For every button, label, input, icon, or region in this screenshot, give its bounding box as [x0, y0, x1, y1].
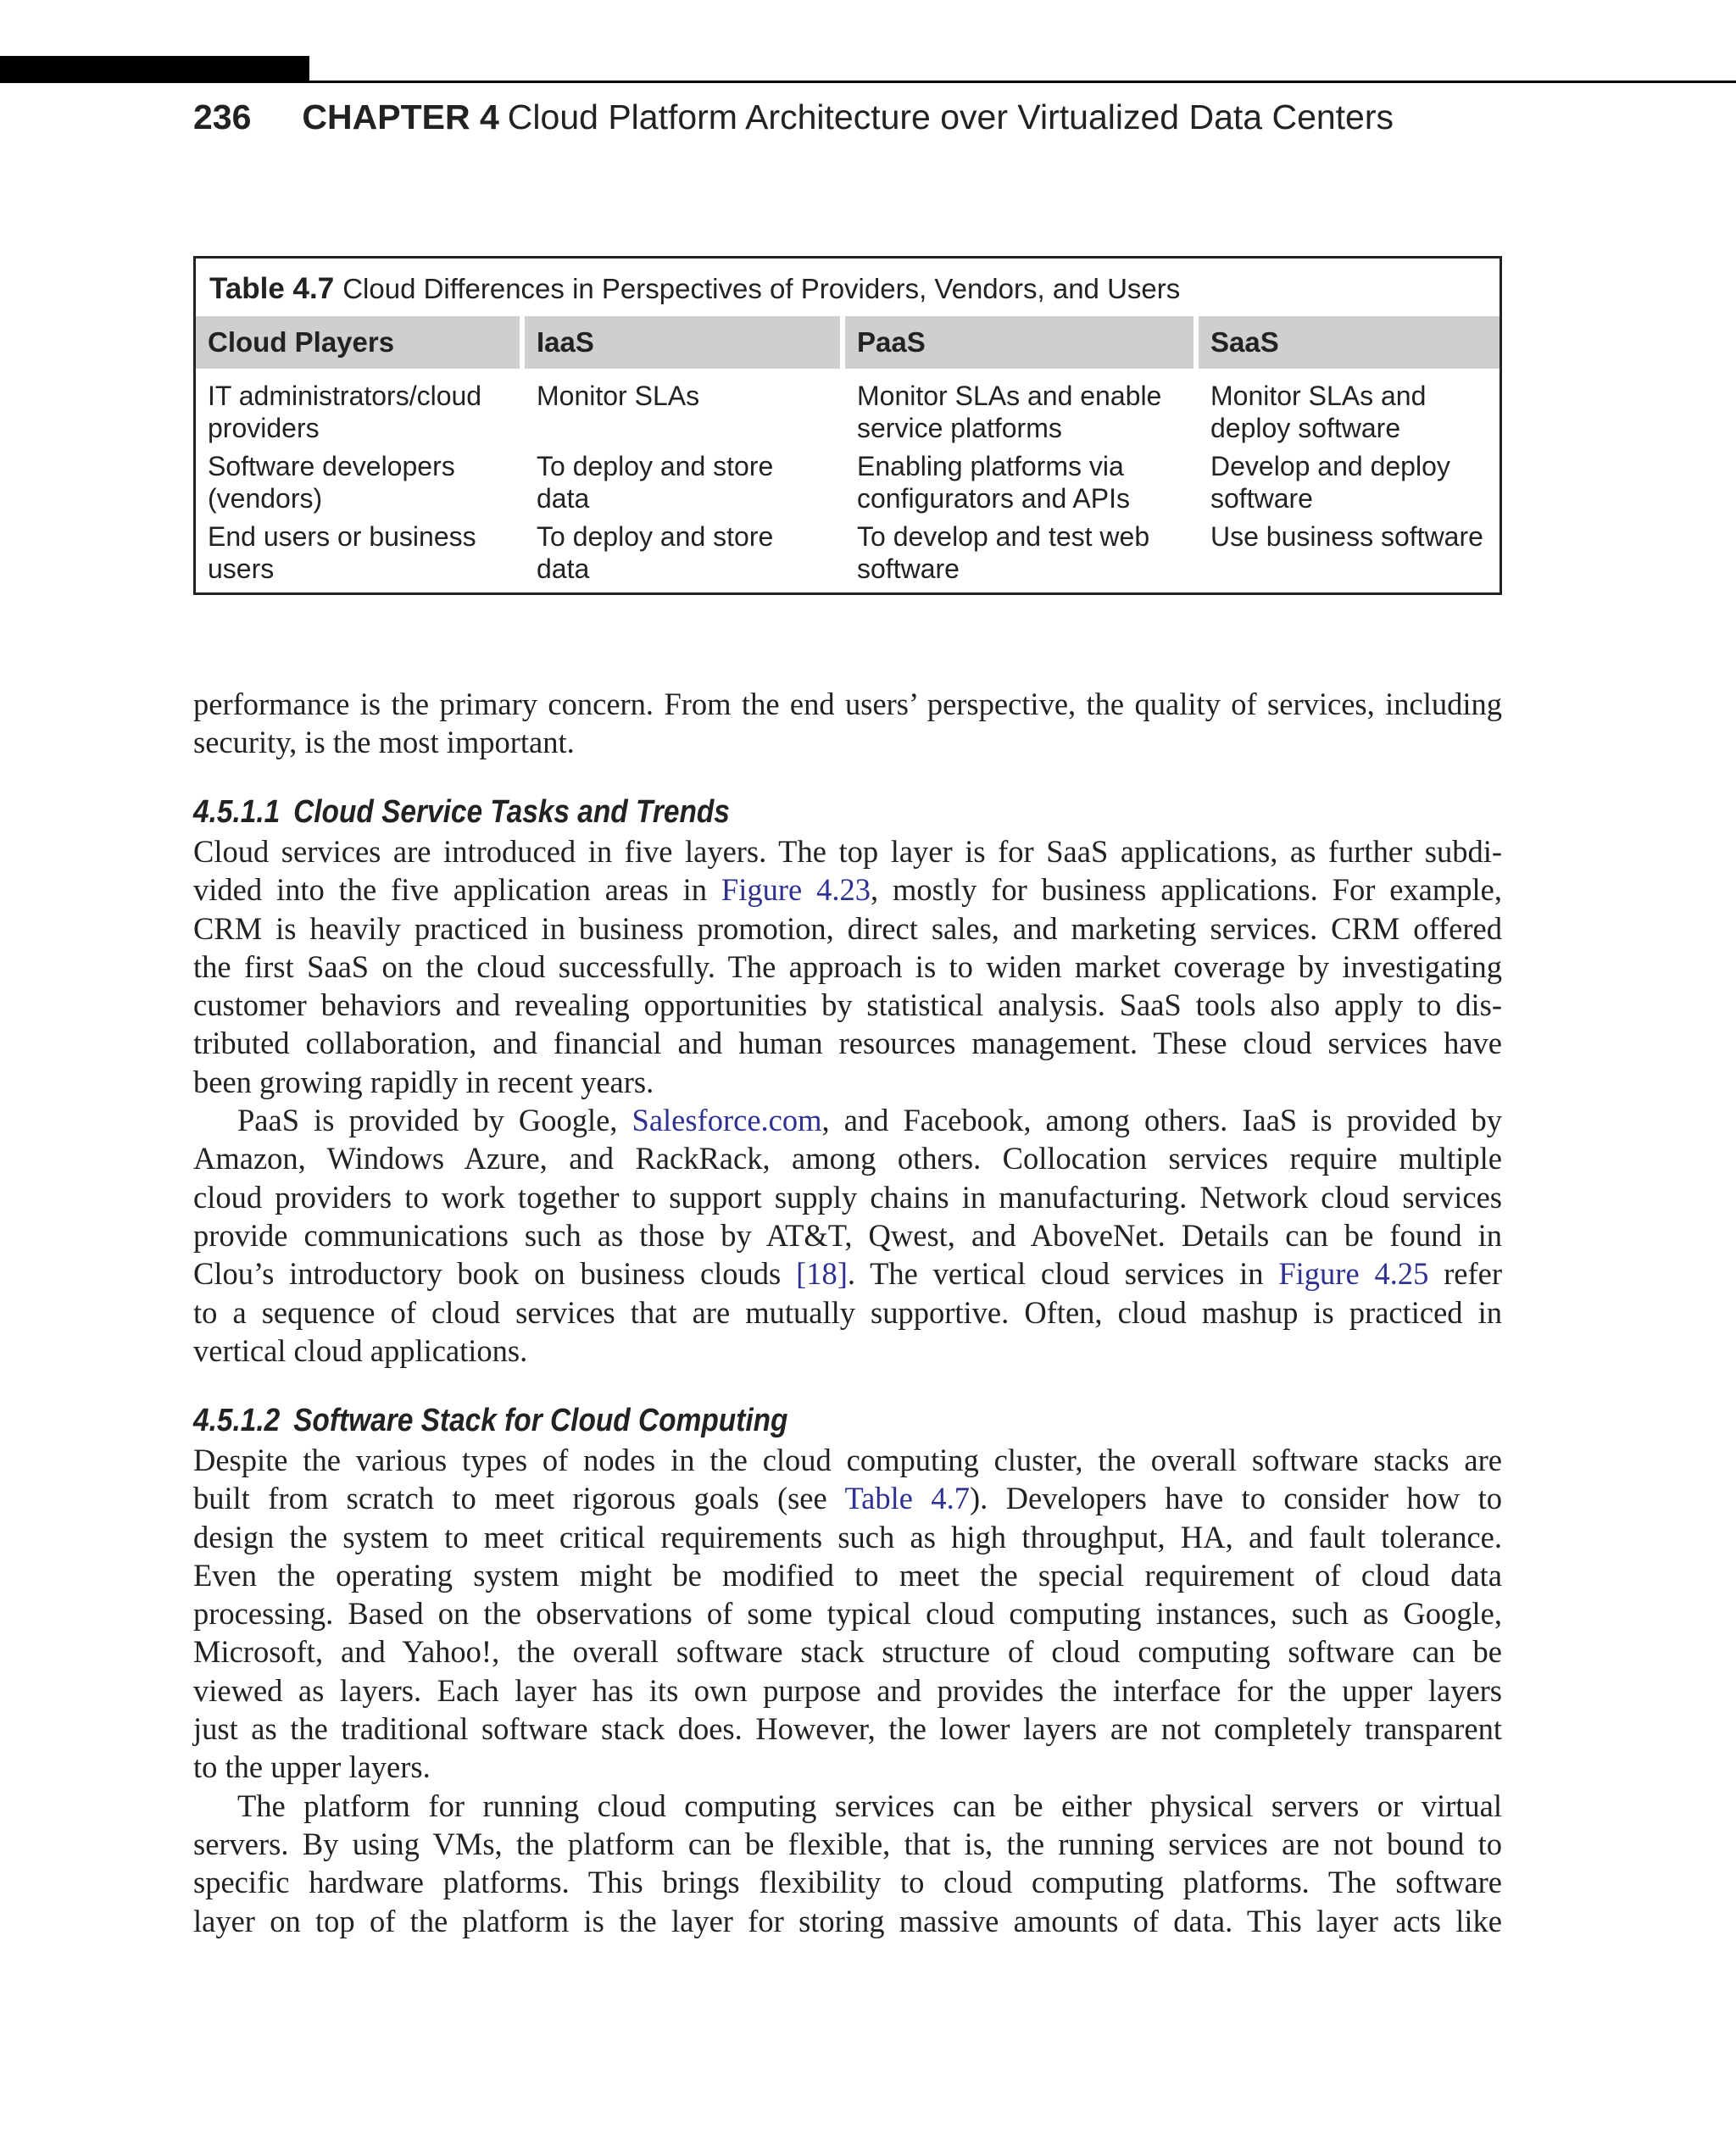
text-line: cloud providers to work together to support supply chains in manufacturing. Network cloud services [193, 1179, 1502, 1215]
text-line: just as the traditional software stack does. However, the lower layers are not completely transparent [193, 1711, 1502, 1747]
cell-line: To deploy and store [537, 451, 774, 481]
text-line [193, 870, 1502, 909]
text-line [193, 1254, 1502, 1293]
text-line: the first SaaS on the cloud successfully. The approach is to widen market coverage by investigating [193, 948, 1502, 984]
column-header-paas: PaaS [845, 316, 1194, 369]
cell-line: To deploy and store [537, 521, 774, 552]
text-span: refer [1428, 1256, 1503, 1292]
header-bar-thick [0, 56, 309, 83]
table-title: Cloud Differences in Perspectives of Providers, Vendors, and Users [342, 273, 1181, 304]
section-1-body [193, 832, 1502, 1370]
cell-line: configurators and APIs [857, 483, 1130, 514]
table-cell-row2-saas [1199, 450, 1500, 514]
section-title: Software Stack for Cloud Computing [293, 1403, 788, 1438]
column-header-cloud-players: Cloud Players [196, 316, 520, 369]
text-line: The platform for running cloud computing services can be either physical servers or virtual [237, 1788, 1502, 1823]
text-line: viewed as layers. Each layer has its own purpose and provides the interface for the upper layers [193, 1672, 1502, 1708]
running-head [193, 92, 1394, 142]
cell-line: users [208, 553, 275, 584]
chapter-title: Cloud Platform Architecture over Virtualized Data Centers [507, 97, 1394, 136]
text-line: processing. Based on the observations of some typical cloud computing instances, such as Google, [193, 1596, 1502, 1632]
table-cell-row1-player [196, 380, 525, 444]
text-line: to the upper layers. [193, 1749, 431, 1785]
text-line [193, 1101, 1502, 1139]
text-line: design the system to meet critical requirements such as high throughput, HA, and fault tolerance. [193, 1519, 1502, 1554]
text-line: servers. By using VMs, the platform can be flexible, that is, the running services are not bound to [193, 1826, 1502, 1861]
text-span: . The vertical cloud services in [847, 1256, 1279, 1292]
table-cell-row2-iaas [525, 450, 845, 514]
section-title: Cloud Service Tasks and Trends [293, 794, 730, 830]
text-line: been growing rapidly in recent years. [193, 1064, 654, 1099]
text-line: Despite the various types of nodes in the cloud computing cluster, the overall software stacks are [193, 1443, 1502, 1477]
cell-line: software [1210, 483, 1313, 514]
figure-4-23-link[interactable]: Figure 4.23 [721, 872, 871, 908]
section-heading-4-5-1-2 [193, 1400, 787, 1441]
section-heading-4-5-1-1 [193, 792, 730, 832]
text-line: Amazon, Windows Azure, and RackRack, among others. Collocation services require multiple [193, 1141, 1502, 1176]
header-rule-thin [309, 81, 1736, 83]
cell-line: IT administrators/cloud [208, 381, 482, 411]
table-cell-row1-saas [1199, 380, 1500, 444]
table-4-7-link[interactable]: Table 4.7 [844, 1481, 970, 1516]
text-line: performance is the primary concern. From the end users’ perspective, the quality of services, including [193, 687, 1502, 721]
text-line: specific hardware platforms. This brings flexibility to cloud computing platforms. The software [193, 1865, 1502, 1900]
text-line: security, is the most important. [193, 725, 575, 760]
column-header-saas: SaaS [1199, 316, 1500, 369]
text-line: layer on top of the platform is the layer for storing massive amounts of data. This layer acts like [193, 1903, 1502, 1938]
figure-4-25-link[interactable]: Figure 4.25 [1278, 1256, 1429, 1292]
section-number: 4.5.1.2 [193, 1403, 281, 1438]
cell-line: deploy software [1210, 413, 1401, 443]
cell-line: End users or business [208, 521, 476, 552]
text-span: , mostly for business applications. For example, [870, 872, 1502, 908]
section-2-body [193, 1441, 1502, 1940]
text-line: CRM is heavily practiced in business promotion, direct sales, and marketing services. CRM offered [193, 910, 1502, 946]
cell-line: data [537, 483, 590, 514]
cell-line: Software developers [208, 451, 455, 481]
cell-line: providers [208, 413, 320, 443]
table-caption [209, 270, 1180, 308]
text-line: Cloud services are introduced in five layers. The top layer is for SaaS applications, as further subdi- [193, 834, 1502, 869]
cell-line: Monitor SLAs and [1210, 381, 1427, 411]
text-line [193, 1479, 1502, 1517]
page-number: 236 [193, 97, 252, 136]
citation-18-link[interactable]: [18] [796, 1256, 848, 1292]
table-cell-row3-paas [845, 520, 1199, 585]
table-cell-row2-player [196, 450, 525, 514]
cell-line: data [537, 553, 590, 584]
text-line: Microsoft, and Yahoo!, the overall software stack structure of cloud computing software can be [193, 1634, 1502, 1670]
salesforce-link[interactable]: Salesforce.com [632, 1103, 822, 1138]
paragraph-intro [193, 685, 1502, 762]
cell-line: To develop and test web [857, 521, 1150, 552]
cell-line: Monitor SLAs and enable [857, 381, 1162, 411]
cell-line: Monitor SLAs [537, 381, 700, 411]
text-span: ). Developers have to consider how to [970, 1481, 1502, 1516]
table-cell-row3-iaas [525, 520, 845, 585]
cell-line: (vendors) [208, 483, 323, 514]
table-cell-row3-saas [1199, 520, 1500, 553]
text-line: Even the operating system might be modified to meet the special requirement of cloud data [193, 1557, 1502, 1593]
text-line: tributed collaboration, and financial and human resources management. These cloud services have [193, 1026, 1502, 1061]
text-span: Clou’s introductory book on business clouds [193, 1256, 797, 1292]
cell-line: service platforms [857, 413, 1062, 443]
table-cell-row2-paas [845, 450, 1199, 514]
table-4-7 [193, 256, 1502, 595]
text-span: , and Facebook, among others. IaaS is provided by [821, 1103, 1503, 1138]
text-span: vided into the five application areas in [193, 872, 721, 908]
cell-line: Develop and deploy [1210, 451, 1450, 481]
table-cell-row1-iaas [525, 380, 845, 412]
table-label: Table 4.7 [209, 272, 335, 305]
cell-line: Enabling platforms via [857, 451, 1124, 481]
section-number: 4.5.1.1 [193, 794, 281, 830]
cell-line: software [857, 553, 960, 584]
table-cell-row1-paas [845, 380, 1199, 444]
text-span: PaaS is provided by Google, [237, 1103, 632, 1138]
text-span: built from scratch to meet rigorous goals (see [193, 1481, 845, 1516]
cell-line: Use business software [1210, 521, 1483, 552]
text-line: vertical cloud applications. [193, 1332, 528, 1368]
text-line: to a sequence of cloud services that are mutually supportive. Often, cloud mashup is practiced in [193, 1294, 1502, 1330]
text-line: provide communications such as those by AT&T, Qwest, and AboveNet. Details can be found in [193, 1217, 1502, 1253]
chapter-label: CHAPTER 4 [302, 97, 499, 136]
table-cell-row3-player [196, 520, 525, 585]
column-header-iaas: IaaS [525, 316, 840, 369]
text-line: customer behaviors and revealing opportunities by statistical analysis. SaaS tools also apply to dis- [193, 987, 1502, 1023]
